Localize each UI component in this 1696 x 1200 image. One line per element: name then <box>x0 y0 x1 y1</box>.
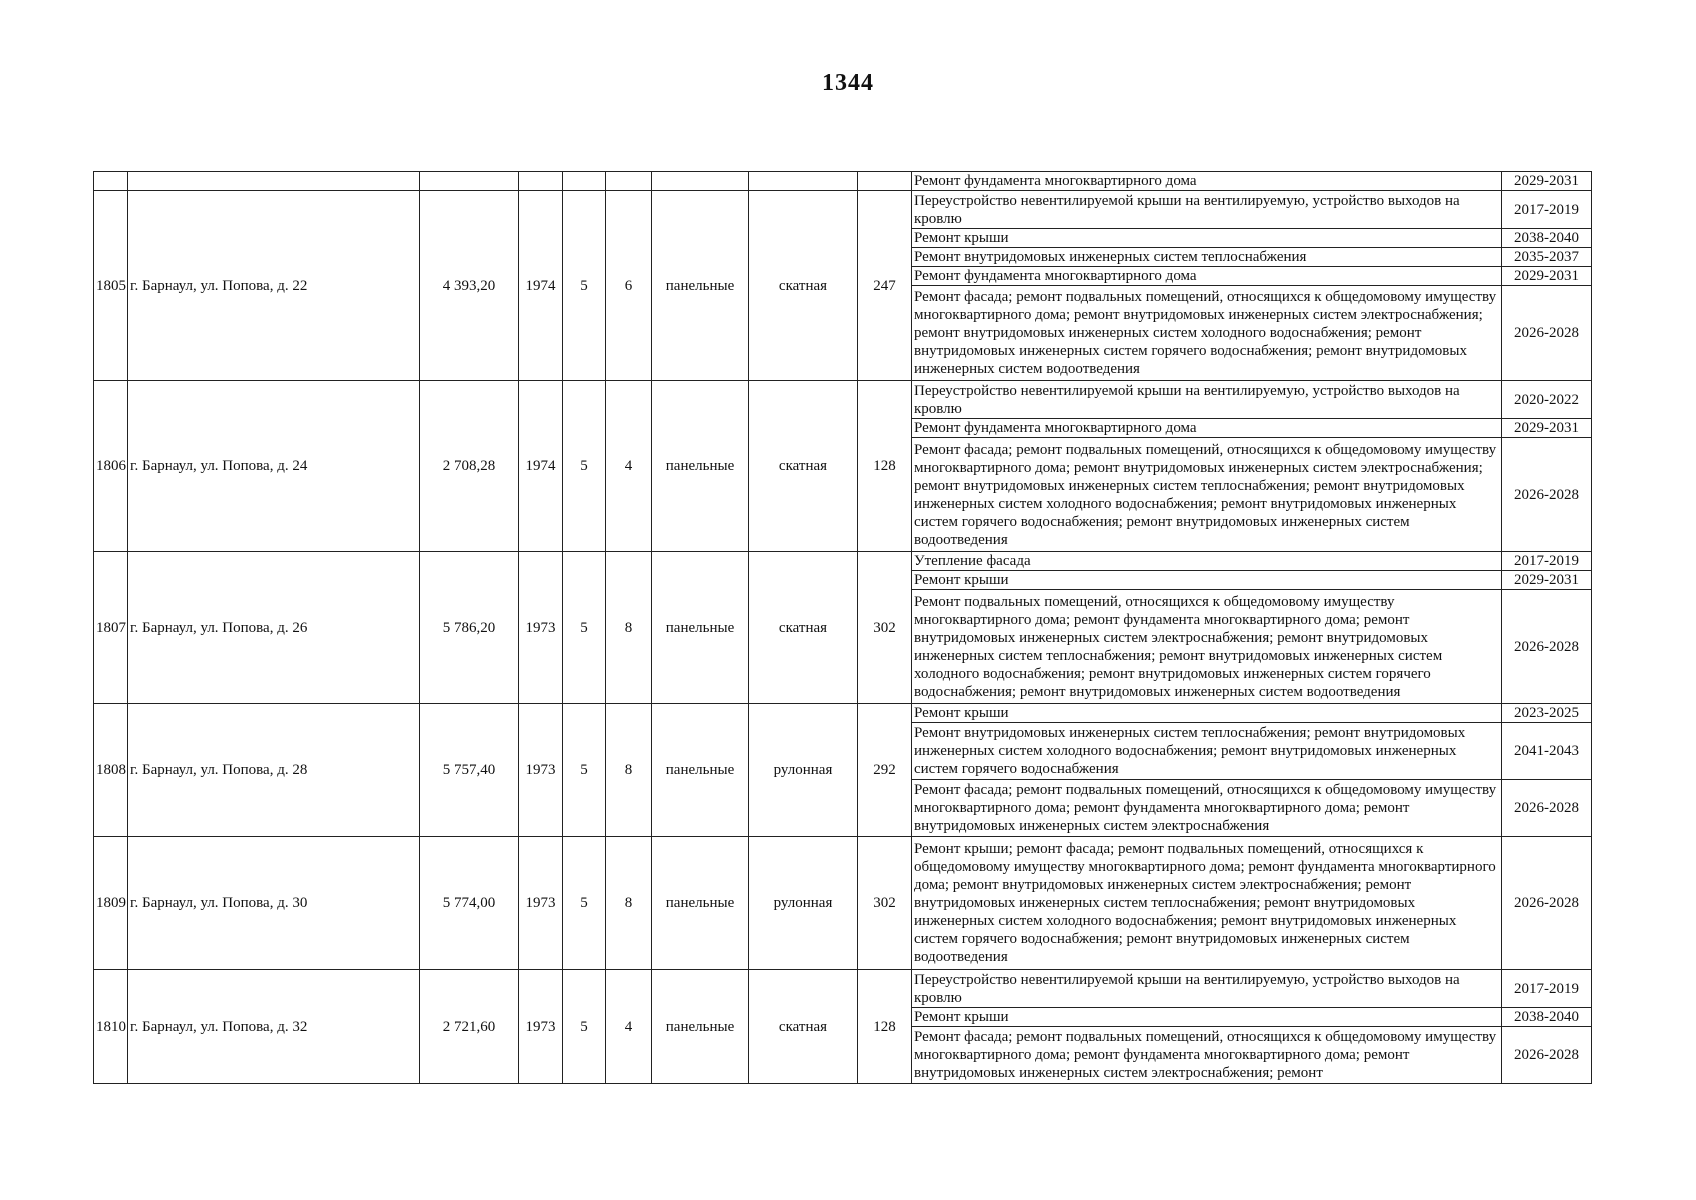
wall-material: панельные <box>652 191 749 381</box>
empty-cell <box>652 172 749 191</box>
work-description: Ремонт внутридомовых инженерных систем теплоснабжения; ремонт внутридомовых инженерных систем холодного водоснабжения; ремонт внутридомовых инженерных систем горячего водоснабжения <box>912 723 1502 780</box>
resident-count: 247 <box>858 191 912 381</box>
housing-repair-table <box>93 171 1592 1084</box>
work-period: 2026-2028 <box>1502 1027 1592 1084</box>
wall-material: панельные <box>652 970 749 1084</box>
table-row <box>94 381 1592 419</box>
floor-count: 5 <box>563 970 606 1084</box>
work-description: Ремонт крыши <box>912 1008 1502 1027</box>
building-address: г. Барнаул, ул. Попова, д. 22 <box>128 191 420 381</box>
work-period: 2023-2025 <box>1502 704 1592 723</box>
roof-type: скатная <box>749 381 858 552</box>
work-period: 2041-2043 <box>1502 723 1592 780</box>
building-area: 5 774,00 <box>420 837 519 970</box>
building-number: 1809 <box>94 837 128 970</box>
roof-type: скатная <box>749 552 858 704</box>
work-period: 2017-2019 <box>1502 970 1592 1008</box>
work-period: 2029-2031 <box>1502 571 1592 590</box>
resident-count: 128 <box>858 381 912 552</box>
building-address: г. Барнаул, ул. Попова, д. 24 <box>128 381 420 552</box>
work-period: 2038-2040 <box>1502 229 1592 248</box>
wall-material: панельные <box>652 704 749 837</box>
building-address: г. Барнаул, ул. Попова, д. 30 <box>128 837 420 970</box>
work-period: 2017-2019 <box>1502 552 1592 571</box>
work-description: Ремонт внутридомовых инженерных систем теплоснабжения <box>912 248 1502 267</box>
building-number: 1805 <box>94 191 128 381</box>
wall-material: панельные <box>652 381 749 552</box>
work-period: 2026-2028 <box>1502 438 1592 552</box>
floor-count: 5 <box>563 552 606 704</box>
table-row <box>94 552 1592 571</box>
floor-count: 5 <box>563 191 606 381</box>
entrance-count: 4 <box>606 970 652 1084</box>
build-year: 1973 <box>519 704 563 837</box>
building-area: 2 708,28 <box>420 381 519 552</box>
entrance-count: 4 <box>606 381 652 552</box>
empty-cell <box>858 172 912 191</box>
entrance-count: 8 <box>606 552 652 704</box>
building-number: 1807 <box>94 552 128 704</box>
empty-cell <box>749 172 858 191</box>
building-area: 2 721,60 <box>420 970 519 1084</box>
empty-cell <box>563 172 606 191</box>
work-description: Переустройство невентилируемой крыши на вентилируемую, устройство выходов на кровлю <box>912 191 1502 229</box>
table-row <box>94 191 1592 229</box>
roof-type: скатная <box>749 191 858 381</box>
work-period: 2029-2031 <box>1502 267 1592 286</box>
roof-type: скатная <box>749 970 858 1084</box>
entrance-count: 8 <box>606 837 652 970</box>
empty-cell <box>94 172 128 191</box>
work-description: Ремонт фундамента многоквартирного дома <box>912 419 1502 438</box>
empty-cell <box>420 172 519 191</box>
entrance-count: 8 <box>606 704 652 837</box>
work-period: 2026-2028 <box>1502 837 1592 970</box>
resident-count: 128 <box>858 970 912 1084</box>
work-description: Ремонт фасада; ремонт подвальных помещений, относящихся к общедомовому имуществу многоквартирного дома; ремонт фундамента многоквартирного дома; ремонт внутридомовых инженерных систем электроснабжения; ремонт <box>912 1027 1502 1084</box>
entrance-count: 6 <box>606 191 652 381</box>
work-description: Ремонт крыши <box>912 571 1502 590</box>
floor-count: 5 <box>563 704 606 837</box>
table-row <box>94 704 1592 723</box>
work-description: Ремонт фасада; ремонт подвальных помещений, относящихся к общедомовому имуществу многоквартирного дома; ремонт фундамента многоквартирного дома; ремонт внутридомовых инженерных систем электроснабжения <box>912 780 1502 837</box>
building-area: 5 757,40 <box>420 704 519 837</box>
building-address: г. Барнаул, ул. Попова, д. 28 <box>128 704 420 837</box>
work-period: 2038-2040 <box>1502 1008 1592 1027</box>
empty-cell <box>128 172 420 191</box>
resident-count: 292 <box>858 704 912 837</box>
empty-cell <box>606 172 652 191</box>
work-period: 2017-2019 <box>1502 191 1592 229</box>
work-description: Утепление фасада <box>912 552 1502 571</box>
build-year: 1974 <box>519 381 563 552</box>
table-row <box>94 837 1592 970</box>
page-number: 1344 <box>822 70 874 96</box>
work-description: Ремонт подвальных помещений, относящихся к общедомовому имуществу многоквартирного дома; ремонт фундамента многоквартирного дома; ремонт внутридомовых инженерных систем электроснабжения; ремонт внутридомовых инженерных систем теплоснабжения; ремонт внутридомовых инженерных систем холодного водоснабжения; ремонт внутридомовых инженерных систем горячего водоснабжения; ремонт внутридомовых инженерных систем водоотведения <box>912 590 1502 704</box>
wall-material: панельные <box>652 552 749 704</box>
table-row <box>94 970 1592 1008</box>
roof-type: рулонная <box>749 837 858 970</box>
build-year: 1973 <box>519 837 563 970</box>
work-description: Ремонт фундамента многоквартирного дома <box>912 267 1502 286</box>
work-description: Ремонт фундамента многоквартирного дома <box>912 172 1502 191</box>
work-period: 2029-2031 <box>1502 172 1592 191</box>
work-period: 2020-2022 <box>1502 381 1592 419</box>
building-area: 4 393,20 <box>420 191 519 381</box>
building-number: 1810 <box>94 970 128 1084</box>
empty-cell <box>519 172 563 191</box>
building-number: 1806 <box>94 381 128 552</box>
wall-material: панельные <box>652 837 749 970</box>
work-period: 2029-2031 <box>1502 419 1592 438</box>
work-period: 2026-2028 <box>1502 780 1592 837</box>
building-address: г. Барнаул, ул. Попова, д. 26 <box>128 552 420 704</box>
floor-count: 5 <box>563 837 606 970</box>
work-description: Переустройство невентилируемой крыши на вентилируемую, устройство выходов на кровлю <box>912 970 1502 1008</box>
work-period: 2035-2037 <box>1502 248 1592 267</box>
work-description: Ремонт крыши <box>912 704 1502 723</box>
build-year: 1973 <box>519 552 563 704</box>
work-description: Ремонт крыши; ремонт фасада; ремонт подвальных помещений, относящихся к общедомовому имуществу многоквартирного дома; ремонт фундамента многоквартирного дома; ремонт внутридомовых инженерных систем электроснабжения; ремонт внутридомовых инженерных систем теплоснабжения; ремонт внутридомовых инженерных систем холодного водоснабжения; ремонт внутридомовых инженерных систем горячего водоснабжения; ремонт внутридомовых инженерных систем водоотведения <box>912 837 1502 970</box>
build-year: 1974 <box>519 191 563 381</box>
work-description: Ремонт фасада; ремонт подвальных помещений, относящихся к общедомовому имуществу многоквартирного дома; ремонт внутридомовых инженерных систем электроснабжения; ремонт внутридомовых инженерных систем холодного водоснабжения; ремонт внутридомовых инженерных систем горячего водоснабжения; ремонт внутридомовых инженерных систем водоотведения <box>912 286 1502 381</box>
roof-type: рулонная <box>749 704 858 837</box>
resident-count: 302 <box>858 552 912 704</box>
floor-count: 5 <box>563 381 606 552</box>
work-description: Ремонт фасада; ремонт подвальных помещений, относящихся к общедомовому имуществу многоквартирного дома; ремонт внутридомовых инженерных систем электроснабжения; ремонт внутридомовых инженерных систем теплоснабжения; ремонт внутридомовых инженерных систем холодного водоснабжения; ремонт внутридомовых инженерных систем горячего водоснабжения; ремонт внутридомовых инженерных систем водоотведения <box>912 438 1502 552</box>
build-year: 1973 <box>519 970 563 1084</box>
work-period: 2026-2028 <box>1502 286 1592 381</box>
building-number: 1808 <box>94 704 128 837</box>
work-period: 2026-2028 <box>1502 590 1592 704</box>
work-description: Ремонт крыши <box>912 229 1502 248</box>
continuation-row <box>94 172 1592 191</box>
resident-count: 302 <box>858 837 912 970</box>
building-area: 5 786,20 <box>420 552 519 704</box>
building-address: г. Барнаул, ул. Попова, д. 32 <box>128 970 420 1084</box>
work-description: Переустройство невентилируемой крыши на вентилируемую, устройство выходов на кровлю <box>912 381 1502 419</box>
